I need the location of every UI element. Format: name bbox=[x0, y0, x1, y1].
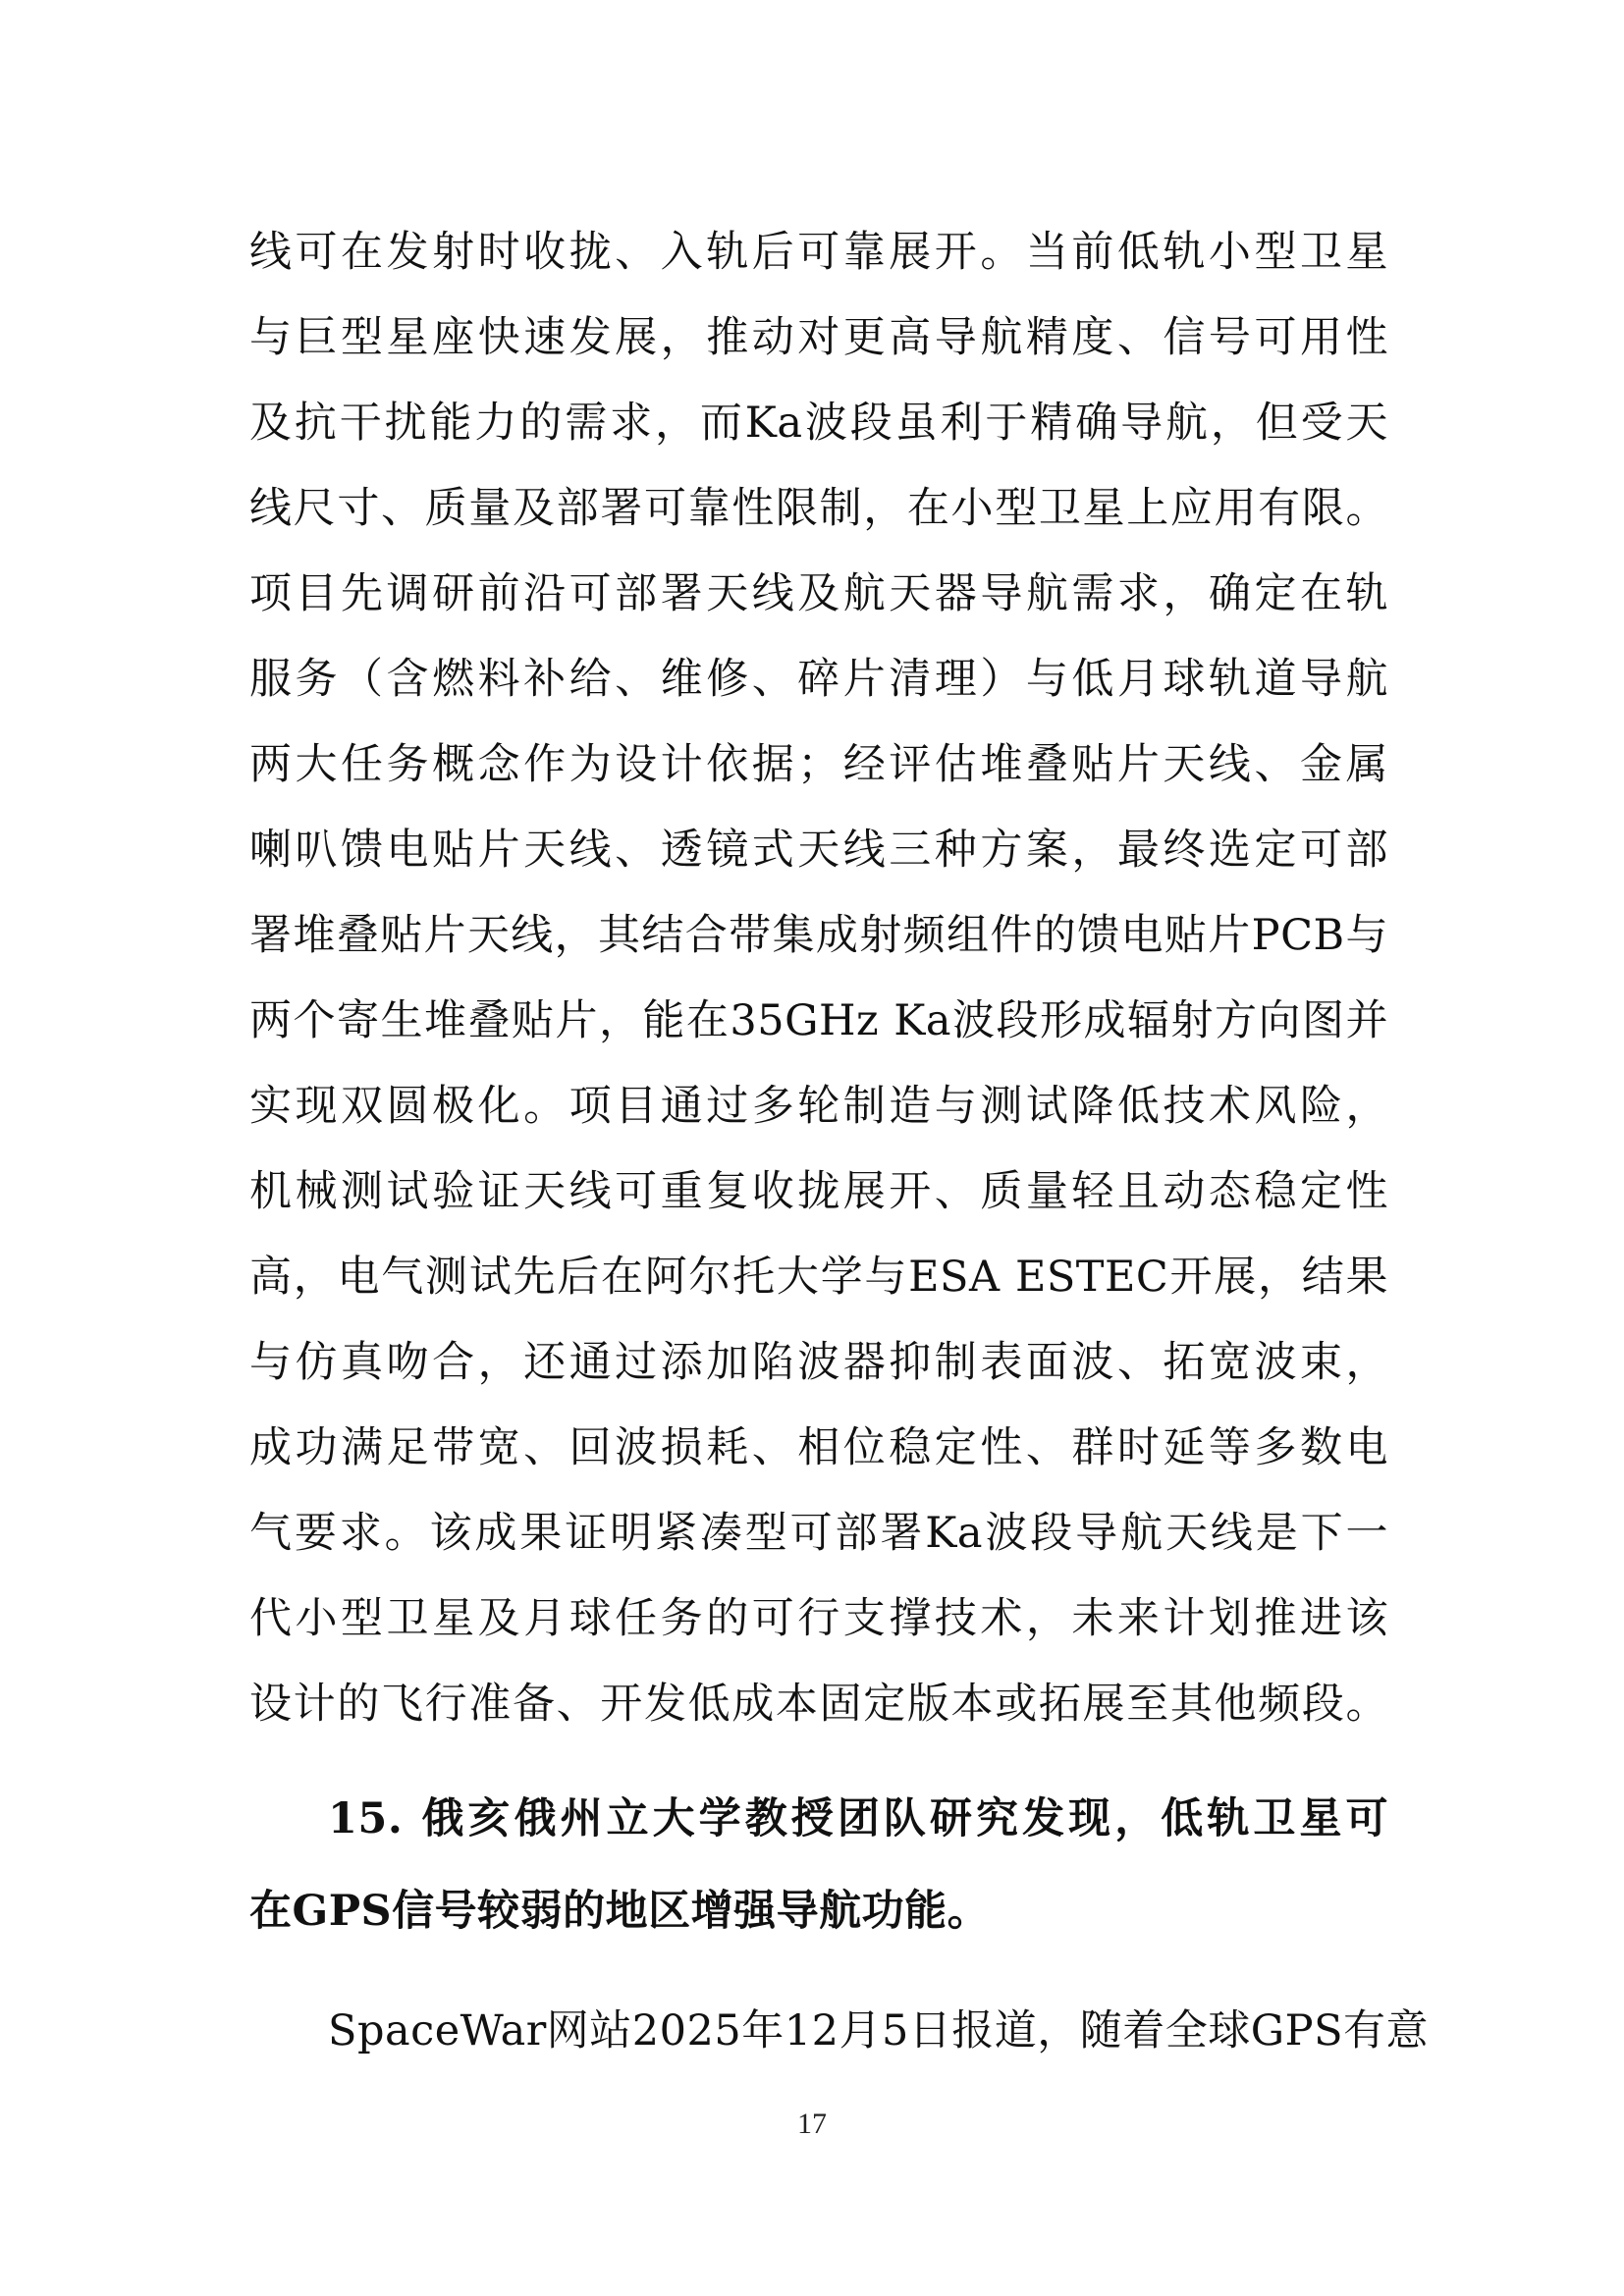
text-line: 与仿真吻合，还通过添加陷波器抑制表面波、拓宽波束， bbox=[249, 1338, 1388, 1387]
text-line: 两个寄生堆叠贴片，能在35GHz Ka波段形成辐射方向图并 bbox=[249, 996, 1388, 1045]
heading-line: 在GPS信号较弱的地区增强导航功能。 bbox=[249, 1887, 991, 1936]
text-line: 成功满足带宽、回波损耗、相位稳定性、群时延等多数电 bbox=[249, 1423, 1388, 1472]
heading-line: 15. 俄亥俄州立大学教授团队研究发现，低轨卫星可 bbox=[328, 1794, 1388, 1843]
text-line: 设计的飞行准备、开发低成本固定版本或拓展至其他频段。 bbox=[249, 1680, 1388, 1729]
text-line: 机械测试验证天线可重复收拢展开、质量轻且动态稳定性 bbox=[249, 1167, 1388, 1216]
text-line: 署堆叠贴片天线，其结合带集成射频组件的馈电贴片PCB与 bbox=[249, 911, 1388, 960]
text-line: 喇叭馈电贴片天线、透镜式天线三种方案，最终选定可部 bbox=[249, 826, 1388, 875]
text-line: 实现双圆极化。项目通过多轮制造与测试降低技术风险， bbox=[249, 1082, 1388, 1131]
text-line: 两大任务概念作为设计依据；经评估堆叠贴片天线、金属 bbox=[249, 740, 1388, 789]
page-number: 17 bbox=[797, 2108, 827, 2140]
text-line: 项目先调研前沿可部署天线及航天器导航需求，确定在轨 bbox=[249, 569, 1388, 618]
text-line: 服务（含燃料补给、维修、碎片清理）与低月球轨道导航 bbox=[249, 655, 1388, 704]
text-line: 高，电气测试先后在阿尔托大学与ESA ESTEC开展，结果 bbox=[249, 1253, 1388, 1302]
text-line: 线可在发射时收拢、入轨后可靠展开。当前低轨小型卫星 bbox=[249, 228, 1388, 277]
text-line: 线尺寸、质量及部署可靠性限制，在小型卫星上应用有限。 bbox=[249, 484, 1388, 533]
text-line: SpaceWar网站2025年12月5日报道，随着全球GPS有意 bbox=[328, 2006, 1430, 2056]
text-line: 及抗干扰能力的需求，而Ka波段虽利于精确导航，但受天 bbox=[249, 399, 1388, 448]
text-line: 气要求。该成果证明紧凑型可部署Ka波段导航天线是下一 bbox=[249, 1509, 1388, 1558]
text-line: 代小型卫星及月球任务的可行支撑技术，未来计划推进该 bbox=[249, 1594, 1388, 1643]
text-line: 与巨型星座快速发展，推动对更高导航精度、信号可用性 bbox=[249, 313, 1388, 362]
